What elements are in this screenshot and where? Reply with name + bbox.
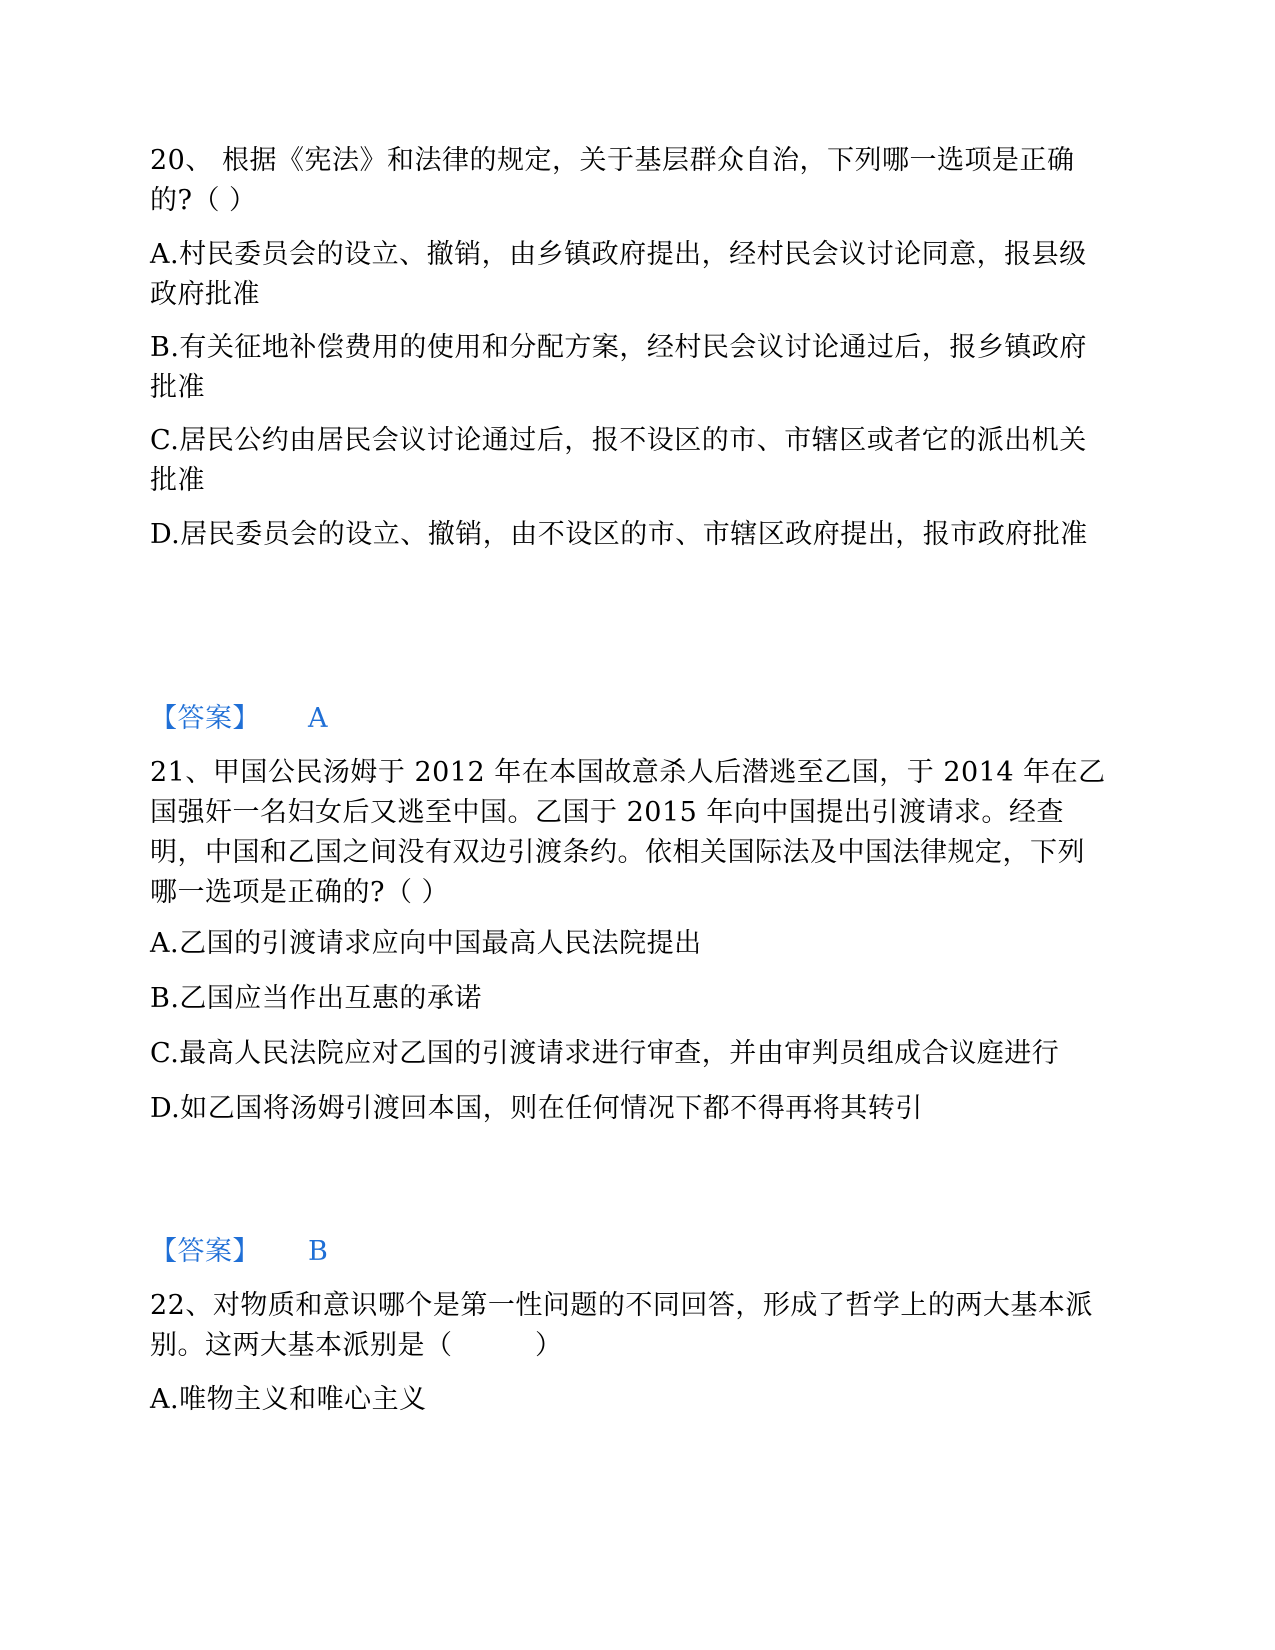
question-21-option-c: C.最高人民法院应对乙国的引渡请求进行审查，并由审判员组成合议庭进行	[150, 1038, 1060, 1069]
answer-line-21	[150, 1232, 1110, 1272]
answer-label: 【答案】	[150, 703, 260, 734]
question-21-stem: 21、甲国公民汤姆于 2012 年在本国故意杀人后潜逃至乙国，于 2014 年在乙国强奸一名妇女后又逃至中国。乙国于 2015 年向中国提出引渡请求。经查明，中国和乙国之间没有双边引渡条约。依相关国际法及中国法律规定，下列哪一选项是正确的?（ ）	[150, 757, 1106, 908]
answer-value: A	[308, 703, 328, 734]
question-20-option-d: D.居民委员会的设立、撤销，由不设区的市、市辖区政府提出，报市政府批准	[150, 519, 1088, 550]
question-20-option-a: A.村民委员会的设立、撤销，由乡镇政府提出，经村民会议讨论同意，报县级政府批准	[150, 239, 1087, 310]
question-20-stem: 20、 根据《宪法》和法律的规定，关于基层群众自治，下列哪一选项是正确的?（ ）	[150, 145, 1075, 216]
question-20-option-b: B.有关征地补偿费用的使用和分配方案，经村民会议讨论通过后，报乡镇政府批准	[150, 332, 1087, 403]
question-20-option-c: C.居民公约由居民会议讨论通过后，报不设区的市、市辖区或者它的派出机关批准	[150, 425, 1087, 496]
question-21-option-d: D.如乙国将汤姆引渡回本国，则在任何情况下都不得再将其转引	[150, 1093, 923, 1124]
question-22-option-a: A.唯物主义和唯心主义	[150, 1384, 427, 1415]
question-22-stem: 22、对物质和意识哪个是第一性问题的不同回答，形成了哲学上的两大基本派别。这两大基本派别是（ ）	[150, 1290, 1093, 1361]
answer-value: B	[308, 1236, 329, 1267]
answer-label: 【答案】	[150, 1236, 260, 1267]
question-21-option-b: B.乙国应当作出互惠的承诺	[150, 983, 482, 1014]
answer-line-20	[150, 699, 1110, 739]
question-21-option-a: A.乙国的引渡请求应向中国最高人民法院提出	[150, 928, 702, 959]
